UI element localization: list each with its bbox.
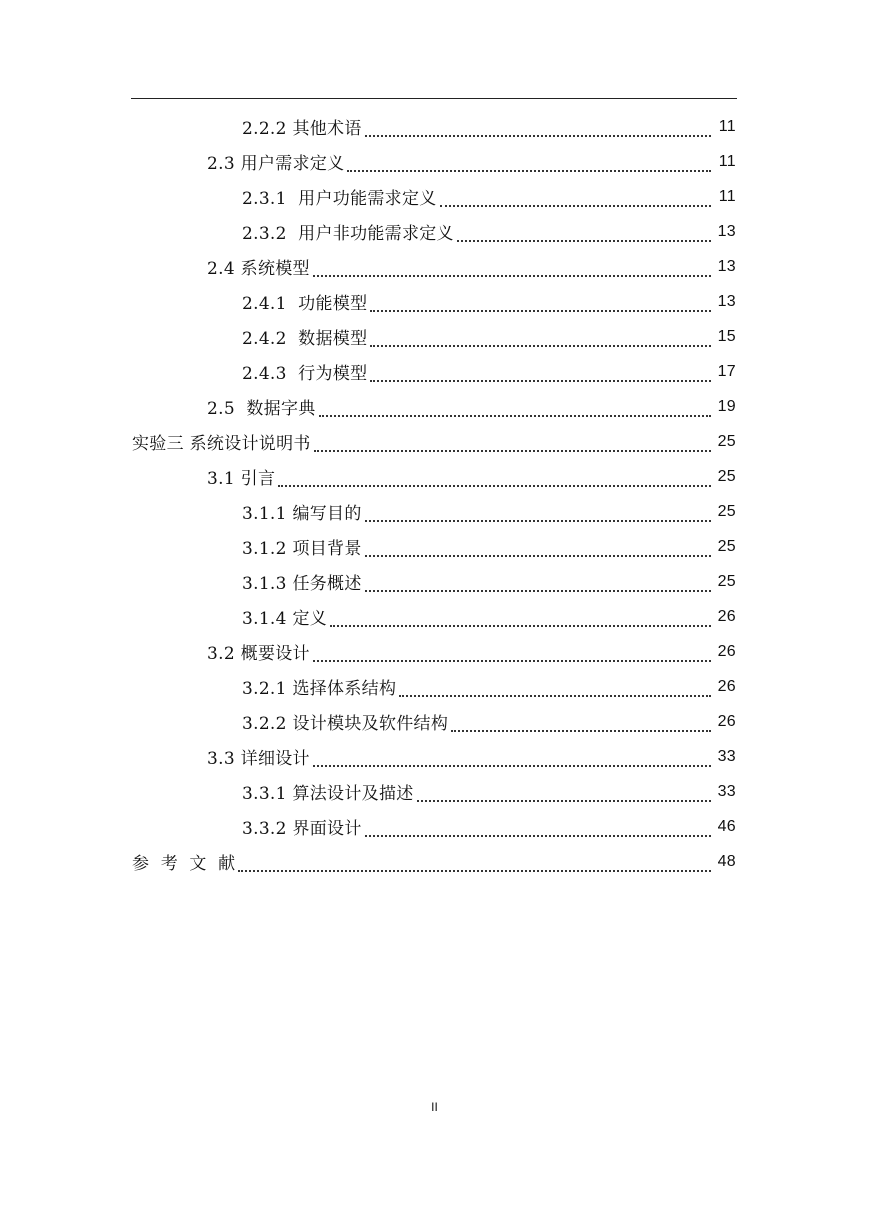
toc-entry-title: 3.2 概要设计	[207, 644, 310, 664]
dot-leader	[451, 716, 711, 732]
toc-entry-page-number: 26	[717, 677, 736, 695]
toc-entry-page-number: 13	[717, 257, 736, 275]
toc-entry[interactable]	[0, 284, 869, 319]
dot-leader	[365, 121, 711, 137]
toc-entry-title: 3.3 详细设计	[207, 749, 310, 769]
toc-entry[interactable]	[0, 599, 869, 634]
toc-entry-page-number: 26	[717, 712, 736, 730]
dot-leader	[313, 751, 711, 767]
toc-entry[interactable]	[0, 319, 869, 354]
toc-entry-title: 3.1.3 任务概述	[242, 574, 362, 594]
toc-entry[interactable]	[0, 389, 869, 424]
toc-entry-title: 2.2.2 其他术语	[242, 119, 362, 139]
toc-entry[interactable]	[0, 809, 869, 844]
toc-entry-title: 2.3.2 用户非功能需求定义	[242, 224, 454, 244]
toc-entry-page-number: 25	[717, 467, 736, 485]
toc-entry-title: 2.4.2 数据模型	[242, 329, 368, 349]
dot-leader	[347, 156, 711, 172]
toc-entry-page-number: 25	[717, 572, 736, 590]
toc-entry[interactable]	[0, 459, 869, 494]
toc-entry[interactable]	[0, 739, 869, 774]
toc-entry[interactable]	[0, 249, 869, 284]
toc-entry[interactable]	[0, 564, 869, 599]
toc-entry[interactable]	[0, 144, 869, 179]
dot-leader	[399, 681, 711, 697]
dot-leader	[313, 646, 711, 662]
toc-entry[interactable]	[0, 704, 869, 739]
toc-entry-title: 3.2.2 设计模块及软件结构	[242, 714, 449, 734]
toc-entry-page-number: 13	[717, 292, 736, 310]
toc-entry-title: 3.1 引言	[207, 469, 276, 489]
toc-entry-page-number: 33	[717, 747, 736, 765]
toc-entry[interactable]	[0, 774, 869, 809]
dot-leader	[313, 261, 711, 277]
toc-entry-page-number: 11	[718, 117, 736, 135]
toc-entry[interactable]	[0, 354, 869, 389]
toc-entry-title: 2.4.3 行为模型	[242, 364, 368, 384]
toc-entry-page-number: 26	[717, 642, 736, 660]
toc-entry-page-number: 13	[717, 222, 736, 240]
toc-entry[interactable]	[0, 634, 869, 669]
toc-entry[interactable]	[0, 844, 869, 879]
toc-entry-page-number: 48	[717, 852, 736, 870]
toc-entry-page-number: 11	[718, 187, 736, 205]
dot-leader	[314, 436, 711, 452]
header-rule	[131, 98, 737, 99]
toc-entry-title: 实验三 系统设计说明书	[132, 434, 311, 454]
toc-entry-title: 2.3 用户需求定义	[207, 154, 345, 174]
toc-entry[interactable]	[0, 109, 869, 144]
toc-entry-page-number: 25	[717, 537, 736, 555]
toc-entry[interactable]	[0, 669, 869, 704]
toc-entry-page-number: 17	[717, 362, 736, 380]
toc-entry-page-number: 25	[717, 502, 736, 520]
table-of-contents	[0, 109, 869, 879]
dot-leader	[417, 786, 711, 802]
dot-leader	[365, 506, 711, 522]
toc-entry-title: 2.4.1 功能模型	[242, 294, 368, 314]
dot-leader	[370, 331, 711, 347]
toc-entry[interactable]	[0, 529, 869, 564]
toc-entry-title: 2.3.1 用户功能需求定义	[242, 189, 437, 209]
dot-leader	[238, 856, 711, 872]
dot-leader	[370, 366, 711, 382]
toc-entry-page-number: 25	[717, 432, 736, 450]
dot-leader	[365, 576, 711, 592]
toc-entry[interactable]	[0, 424, 869, 459]
dot-leader	[319, 401, 711, 417]
toc-entry[interactable]	[0, 214, 869, 249]
dot-leader	[365, 821, 711, 837]
toc-entry-page-number: 26	[717, 607, 736, 625]
toc-entry-title: 3.1.1 编写目的	[242, 504, 362, 524]
page-number: II	[431, 1100, 438, 1114]
toc-entry-title: 3.1.2 项目背景	[242, 539, 362, 559]
toc-entry-page-number: 33	[717, 782, 736, 800]
toc-entry-page-number: 46	[717, 817, 736, 835]
dot-leader	[370, 296, 711, 312]
toc-entry-title: 3.1.4 定义	[242, 609, 328, 629]
dot-leader	[365, 541, 711, 557]
toc-entry-page-number: 11	[718, 152, 736, 170]
toc-entry-title: 2.5 数据字典	[207, 399, 316, 419]
toc-entry-title: 3.2.1 选择体系结构	[242, 679, 397, 699]
toc-entry[interactable]	[0, 179, 869, 214]
dot-leader	[457, 226, 711, 242]
toc-entry-title: 3.3.2 界面设计	[242, 819, 362, 839]
dot-leader	[440, 191, 711, 207]
dot-leader	[330, 611, 711, 627]
toc-entry-page-number: 19	[717, 397, 736, 415]
toc-entry-title: 参 考 文 献	[132, 854, 236, 874]
toc-entry[interactable]	[0, 494, 869, 529]
toc-entry-title: 3.3.1 算法设计及描述	[242, 784, 414, 804]
toc-entry-title: 2.4 系统模型	[207, 259, 310, 279]
dot-leader	[278, 471, 711, 487]
toc-entry-page-number: 15	[717, 327, 736, 345]
